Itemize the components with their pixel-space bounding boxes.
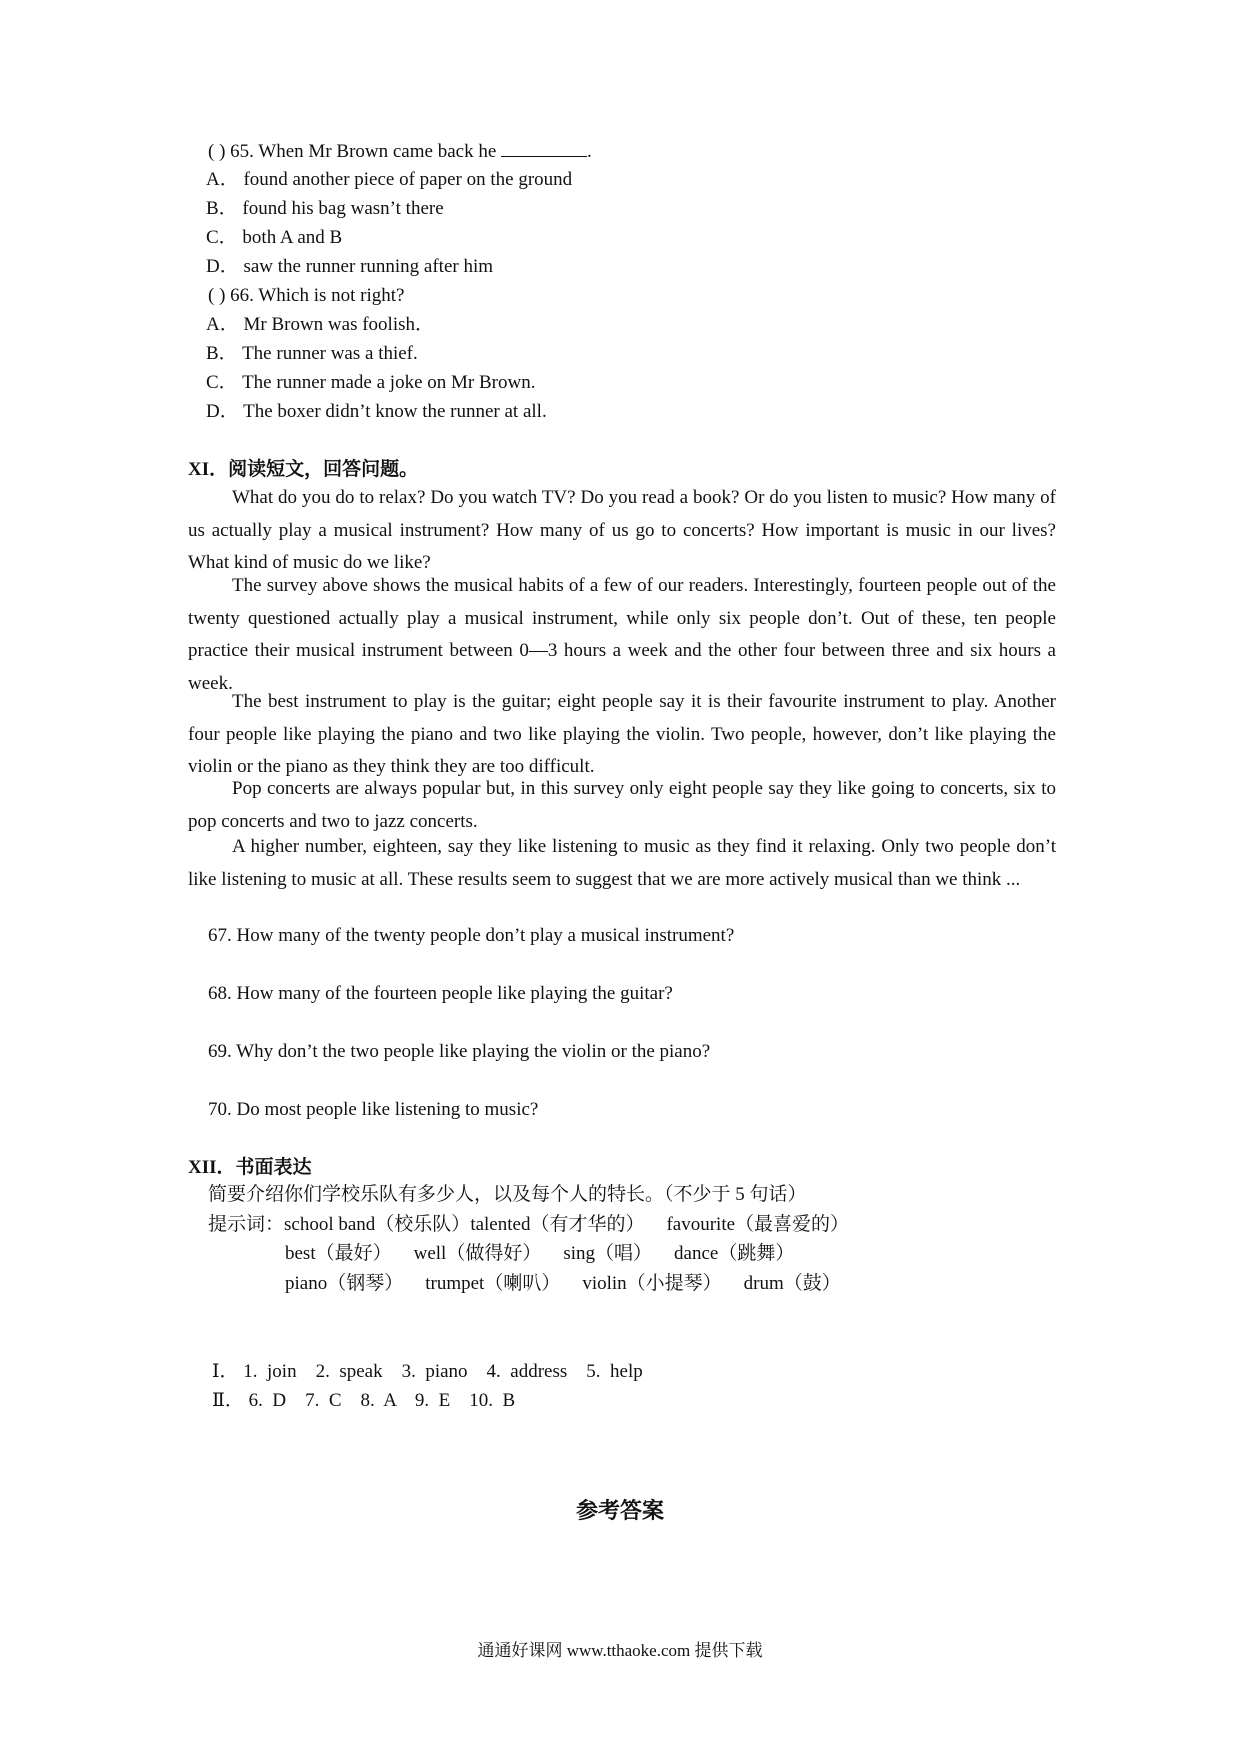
hint-word: dance（跳舞）	[674, 1243, 795, 1264]
hint-label: 提示词：	[208, 1214, 285, 1235]
hint-row-2	[285, 1242, 794, 1266]
question-65-stem: ( ) 65. When Mr Brown came back he	[208, 141, 497, 162]
option-65-c: C． both A and B	[206, 227, 343, 248]
question-66-stem: ( ) 66. Which is not right?	[208, 285, 405, 306]
section-12-heading: XII．书面表达	[188, 1157, 312, 1178]
reading-paragraph-3: The best instrument to play is the guitar; eight people say it is their favourite instrument to play. Another four people like playing the piano and two like playing the violin. Two people, however, don’t like playing the violin or the piano as they think they are too difficult.	[188, 691, 1056, 777]
option-66-c: C． The runner made a joke on Mr Brown.	[206, 372, 536, 393]
hint-word: well（做得好）	[413, 1243, 542, 1264]
hint-word: sing（唱）	[563, 1243, 653, 1264]
option-65-d: D． saw the runner running after him	[206, 256, 494, 277]
option-66-b: B． The runner was a thief.	[206, 343, 418, 364]
hint-word: trumpet（喇叭）	[425, 1273, 561, 1294]
question-69: 69. Why don’t the two people like playing the violin or the piano?	[208, 1041, 711, 1062]
option-66-a: A． Mr Brown was foolish．	[206, 314, 434, 335]
question-68: 68. How many of the fourteen people like playing the guitar?	[208, 983, 673, 1004]
question-67: 67. How many of the twenty people don’t play a musical instrument?	[208, 925, 735, 946]
option-66-d: D． The boxer didn’t know the runner at all.	[206, 401, 547, 422]
reading-paragraph-4: Pop concerts are always popular but, in this survey only eight people say they like going to concerts, six to pop concerts and two to jazz concerts.	[188, 778, 1056, 832]
hint-word: drum（鼓）	[743, 1273, 841, 1294]
option-65-a: A． found another piece of paper on the ground	[206, 169, 573, 190]
reading-paragraph-5: A higher number, eighteen, say they like listening to music as they find it relaxing. Only two people don’t like listening to music at all. These results seem to suggest that we are more actively musical than we think ...	[188, 836, 1056, 890]
hint-word: favourite（最喜爱的）	[666, 1214, 850, 1235]
hint-word: school band（校乐队）	[284, 1214, 471, 1235]
reading-paragraph-1: What do you do to relax? Do you watch TV? Do you read a book? Or do you listen to music? How many of us actually play a musical instrument? How many of us go to concerts? How important is music in our lives? What kind of music do we like?	[188, 487, 1056, 573]
section-11-heading: XI．阅读短文，回答问题。	[188, 459, 419, 480]
answer-row-2: Ⅱ． 6. D 7. C 8. A 9. E 10. B	[212, 1390, 516, 1411]
question-70: 70. Do most people like listening to music?	[208, 1099, 539, 1120]
hint-word: piano（钢琴）	[285, 1273, 404, 1294]
answer-row-1: Ⅰ． 1. join 2. speak 3. piano 4. address 5. help	[212, 1361, 643, 1382]
hint-row-1	[208, 1213, 849, 1237]
question-65-stem-end: .	[587, 141, 592, 162]
hint-word: best（最好）	[285, 1243, 392, 1264]
footer-download-note: 通通好课网 www.tthaoke.com 提供下载	[477, 1641, 763, 1660]
writing-instruction: 简要介绍你们学校乐队有多少人，以及每个人的特长。（不少于 5 句话）	[208, 1184, 807, 1205]
hint-row-3	[285, 1272, 841, 1296]
hint-word: talented（有才华的）	[470, 1214, 645, 1235]
answer-blank	[501, 138, 587, 157]
hint-word: violin（小提琴）	[582, 1273, 722, 1294]
option-65-b: B． found his bag wasn’t there	[206, 198, 444, 219]
question-65	[208, 138, 592, 164]
reading-paragraph-2: The survey above shows the musical habits of a few of our readers. Interestingly, fourteen people out of the twenty questioned actually play a musical instrument, while only six people don’t. Out of these, ten people practice their musical instrument between 0—3 hours a week and the other four between three and six hours a week.	[188, 575, 1056, 694]
answer-key-title: 参考答案	[575, 1498, 664, 1523]
